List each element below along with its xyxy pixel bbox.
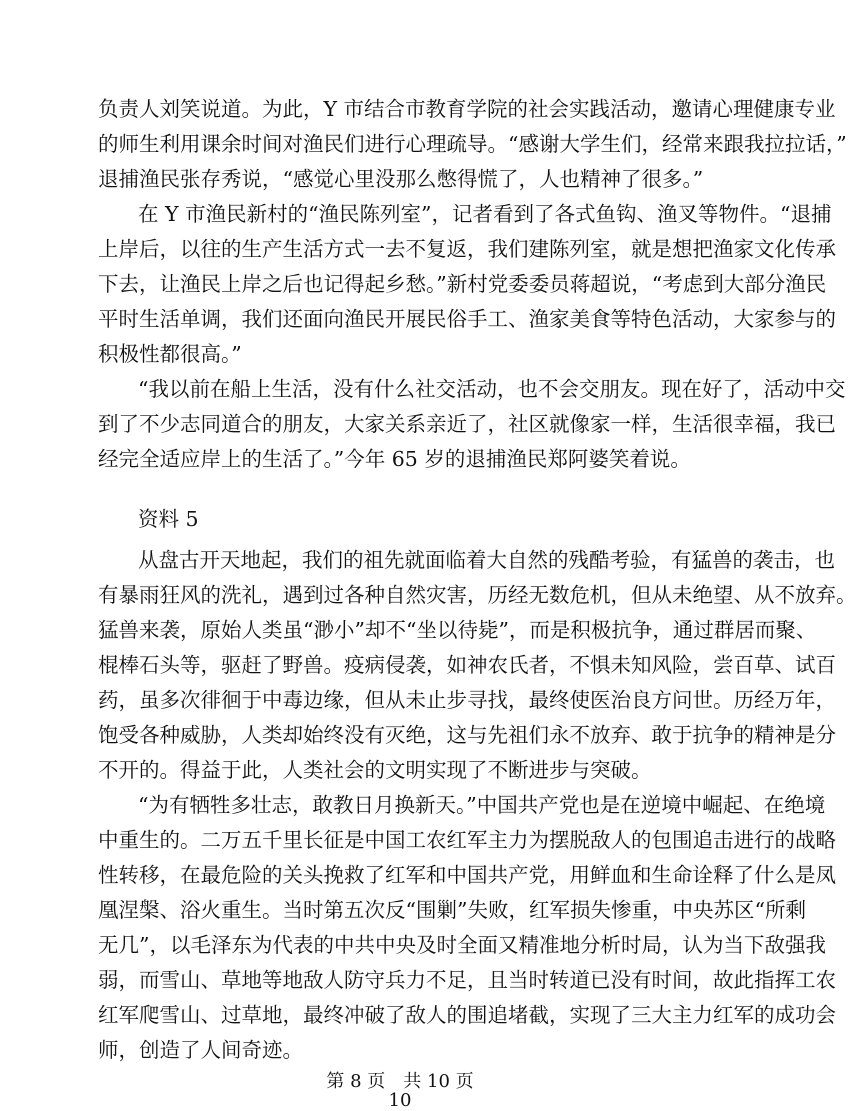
paragraph-1-line-2: 的师生利用课余时间对渔民们进行心理疏导。“感谢大学生们，经常来跟我拉拉话，” bbox=[98, 132, 847, 156]
paragraph-2-line-4: 平时生活单调，我们还面向渔民开展民俗手工、渔家美食等特色活动，大家参与的 bbox=[98, 307, 836, 331]
paragraph-3-line-1: “我以前在船上生活，没有什么社交活动，也不会交朋友。现在好了，活动中交 bbox=[138, 377, 846, 401]
paragraph-2-line-3: 下去，让渔民上岸之后也记得起乡愁。”新村党委委员蒋超说，“考虑到大部分渔民 bbox=[98, 272, 827, 296]
paragraph-5-line-2: 中重生的。二万五千里长征是中国工农红军主力为摆脱敌人的包围追击进行的战略 bbox=[98, 828, 836, 852]
paragraph-2-line-5: 积极性都很高。” bbox=[98, 342, 242, 366]
paragraph-2-line-1: 在 Y 市渔民新村的“渔民陈列室”，记者看到了各式鱼钩、渔叉等物件。“退捕 bbox=[138, 202, 832, 226]
paragraph-4-line-2: 有暴雨狂风的洗礼，遇到过各种自然灾害，历经无数危机，但从未绝望、从不放弃。 bbox=[98, 583, 857, 607]
page-number: 10 bbox=[388, 1090, 412, 1111]
paragraph-5-line-1: “为有牺牲多壮志，敢教日月换新天。”中国共产党也是在逆境中崛起、在绝境 bbox=[138, 793, 826, 817]
paragraph-1-line-3: 退捕渔民张存秀说，“感觉心里没那么憋得慌了，人也精神了很多。” bbox=[98, 167, 704, 191]
paragraph-4-line-1: 从盘古开天地起，我们的祖先就面临着大自然的残酷考验，有猛兽的袭击，也 bbox=[138, 548, 835, 572]
paragraph-4-line-5: 药，虽多次徘徊于中毒边缘，但从未止步寻找，最终使医治良方问世。历经万年， bbox=[98, 688, 836, 712]
paragraph-1-line-1: 负责人刘笑说道。为此，Y 市结合市教育学院的社会实践活动，邀请心理健康专业 bbox=[98, 97, 836, 121]
paragraph-5-line-3: 性转移，在最危险的关头挽救了红军和中国共产党，用鲜血和生命诠释了什么是凤 bbox=[98, 863, 836, 887]
paragraph-5-line-5: 无几”，以毛泽东为代表的中共中央及时全面又精准地分析时局，认为当下敌强我 bbox=[98, 933, 826, 957]
paragraph-4-line-3: 猛兽来袭，原始人类虽“渺小”却不“坐以待毙”，而是积极抗争，通过群居而聚、 bbox=[98, 618, 817, 642]
paragraph-5-line-8: 师，创造了人间奇迹。 bbox=[98, 1038, 303, 1062]
section-title: 资料 5 bbox=[138, 507, 199, 531]
page-label: 第 8 页 共 10 页 bbox=[326, 1071, 474, 1092]
paragraph-4-line-4: 棍棒石头等，驱赶了野兽。疫病侵袭，如神农氏者，不惧未知风险，尝百草、试百 bbox=[98, 653, 836, 677]
paragraph-4-line-6: 饱受各种威胁，人类却始终没有灭绝，这与先祖们永不放弃、敢于抗争的精神是分 bbox=[98, 723, 836, 747]
paragraph-2-line-2: 上岸后，以往的生产生活方式一去不复返，我们建陈列室，就是想把渔家文化传承 bbox=[98, 237, 836, 261]
paragraph-5-line-4: 凰涅槃、浴火重生。当时第五次反“围剿”失败，红军损失惨重，中央苏区“所剩 bbox=[98, 898, 806, 922]
paragraph-5-line-6: 弱，而雪山、草地等地敌人防守兵力不足，且当时转道已没有时间，故此指挥工农 bbox=[98, 968, 836, 992]
paragraph-3-line-2: 到了不少志同道合的朋友，大家关系亲近了，社区就像家一样，生活很幸福，我已 bbox=[98, 412, 836, 436]
paragraph-5-line-7: 红军爬雪山、过草地，最终冲破了敌人的围追堵截，实现了三大主力红军的成功会 bbox=[98, 1003, 836, 1027]
paragraph-4-line-7: 不开的。得益于此，人类社会的文明实现了不断进步与突破。 bbox=[98, 758, 652, 782]
paragraph-3-line-3: 经完全适应岸上的生活了。”今年 65 岁的退捕渔民郑阿婆笑着说。 bbox=[98, 447, 691, 471]
